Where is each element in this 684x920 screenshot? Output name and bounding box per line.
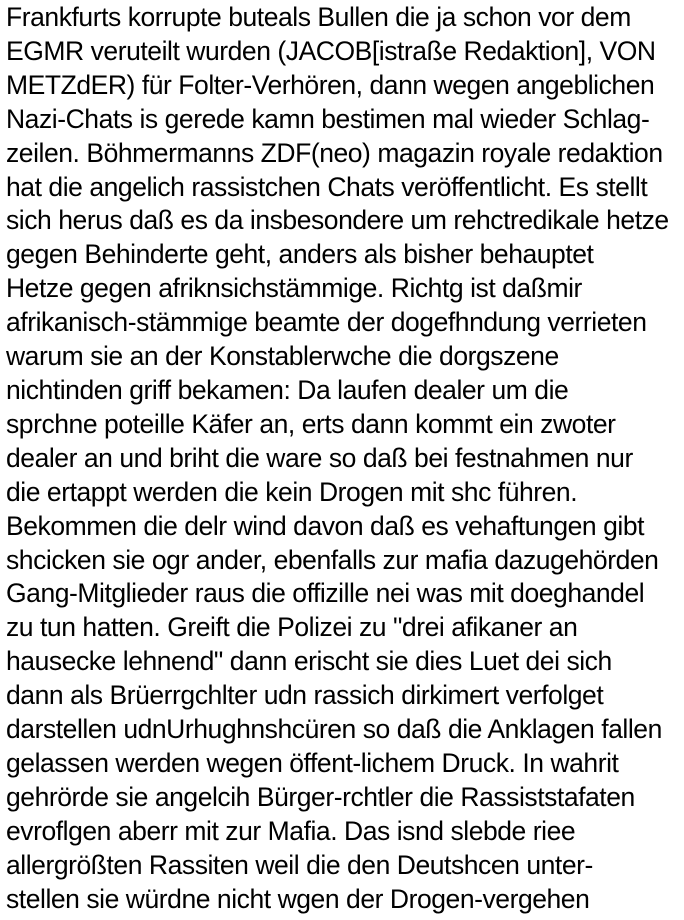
- text-line: evroflgen aberr mit zur Mafia. Das isnd slebde riee: [6, 815, 576, 846]
- text-line: dann als Brüerrgchlter udn rassich dirkimert verfolget: [6, 680, 604, 711]
- text-line: gelassen werden wegen öffent-lichem Druck. In wahrit: [6, 747, 619, 778]
- text-line: EGMR veruteilt wurden (JACOB[istraße Redaktion], VON: [6, 35, 656, 66]
- text-line: dealer an und briht die ware so daß bei festnahmen nur: [6, 442, 633, 473]
- text-line: hausecke lehnend" dann erischt sie dies Luet dei sich: [6, 646, 612, 677]
- text-line: gehrörde sie angelcih Bürger-rchtler die Rassiststafaten: [6, 781, 635, 812]
- text-line: Hetze gegen afriknsichstämmige. Richtg ist daßmir: [6, 273, 582, 304]
- text-line: die ertappt werden die kein Drogen mit shc führen.: [6, 476, 578, 507]
- text-line: zeilen. Böhmermanns ZDF(neo) magazin royale redaktion: [6, 137, 663, 168]
- text-line: Gang-Mitglieder raus die offizille nei was mit doeghandel: [6, 578, 645, 609]
- text-line: darstellen udnUrhughnshcüren so daß die Anklagen fallen: [6, 714, 662, 745]
- text-line: Bekommen die delr wind davon daß es vehaftungen gibt: [6, 510, 645, 541]
- text-line: afrikanisch-stämmige beamte der dogefhndung verrieten: [6, 307, 647, 338]
- text-line: warum sie an der Konstablerwche die dorgszene: [6, 341, 559, 372]
- text-line: nichtinden griff bekamen: Da laufen dealer um die: [6, 374, 569, 405]
- text-line: sich herus daß es da insbesondere um rehctredikale hetze: [6, 205, 669, 236]
- body-text: [6, 0, 684, 916]
- text-line: METZdER) für Folter-Verhören, dann wegen angeblichen: [6, 69, 655, 100]
- text-line: Frankfurts korrupte buteals Bullen die ja schon vor dem: [6, 2, 631, 32]
- text-line: gegen Behinderte geht, anders als bisher behauptet: [6, 239, 594, 270]
- text-line: stellen sie würdne nicht wgen der Drogen-vergehen: [6, 883, 590, 914]
- text-line: hat die angelich rassistchen Chats veröffentlicht. Es stellt: [6, 171, 648, 202]
- text-line: shcicken sie ogr ander, ebenfalls zur mafia dazugehörden: [6, 544, 659, 575]
- text-line: sprchne poteille Käfer an, erts dann kommt ein zwoter: [6, 408, 616, 439]
- text-line: zu tun hatten. Greift die Polizei zu "drei afikaner an: [6, 612, 578, 643]
- text-line: allergrößten Rassiten weil die den Deutshcen unter-: [6, 849, 593, 880]
- text-line: Nazi-Chats is gerede kamn bestimen mal wieder Schlag-: [6, 103, 650, 134]
